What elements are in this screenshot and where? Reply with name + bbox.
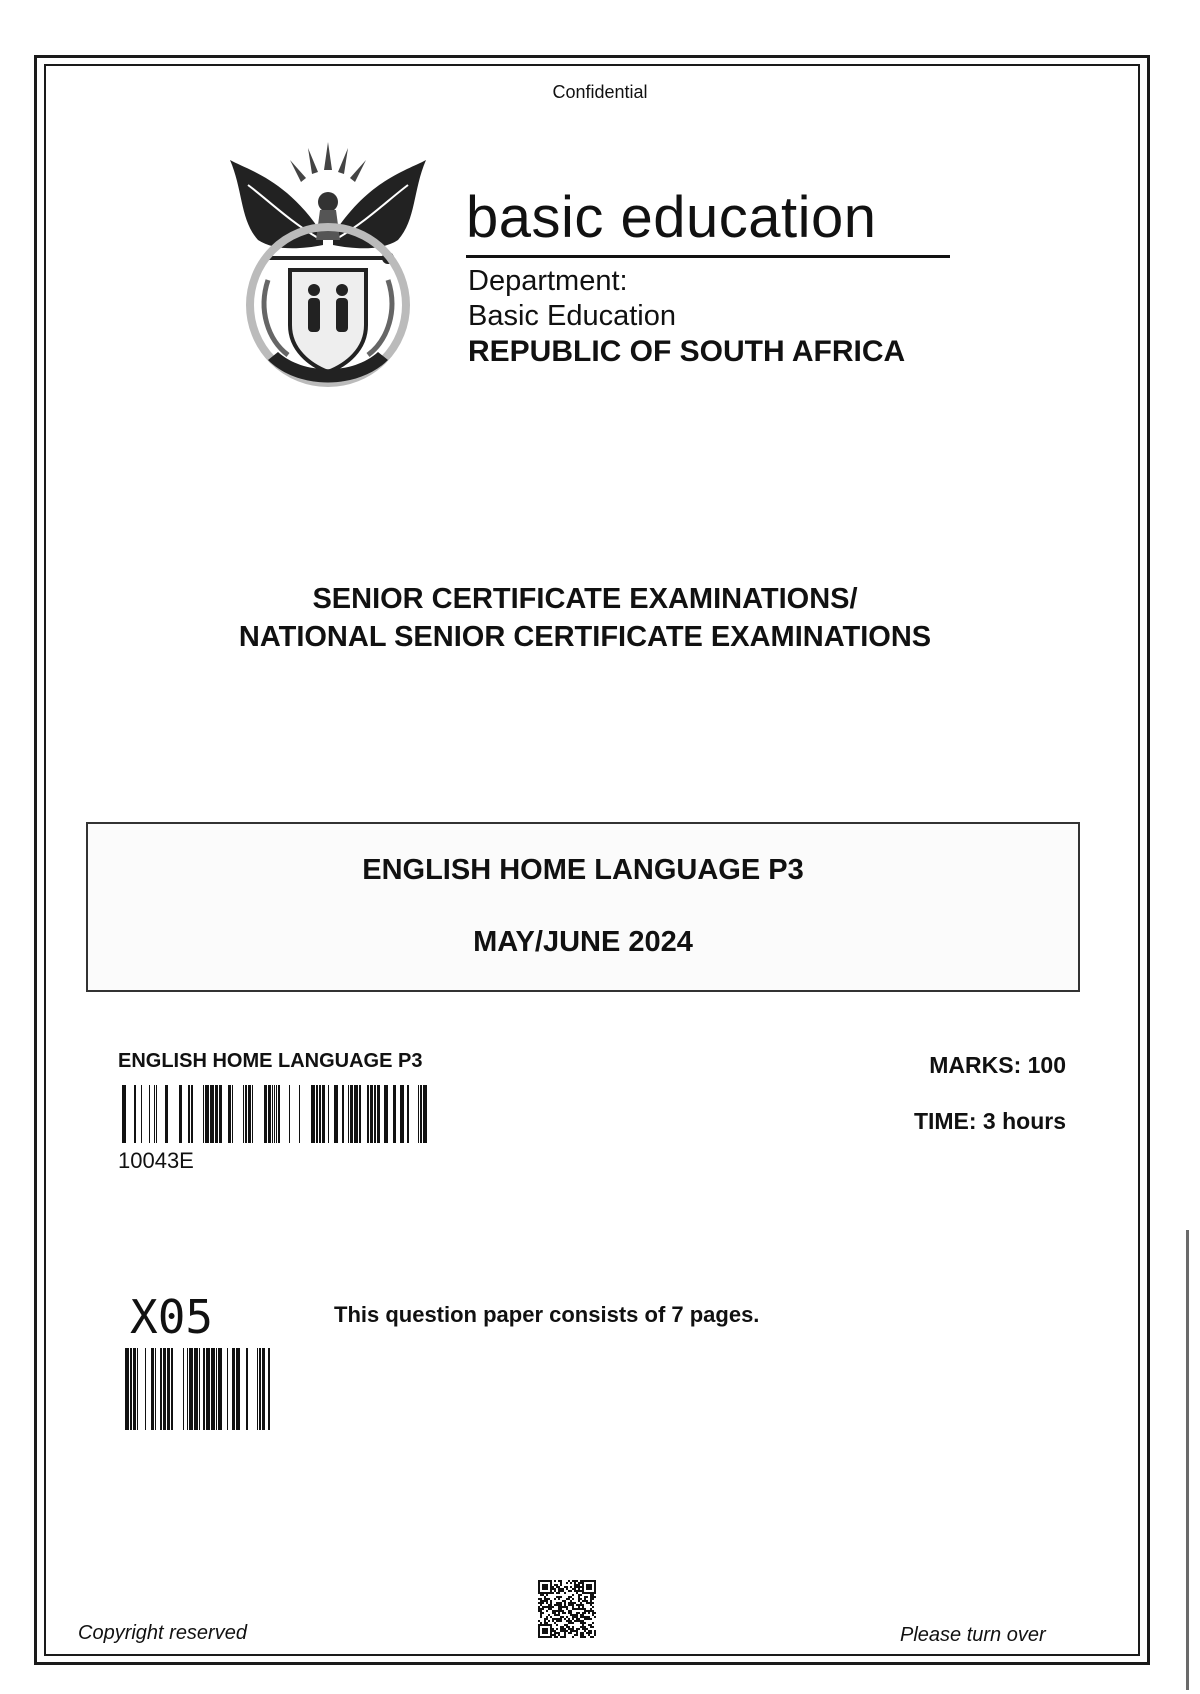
paper-code-label: ENGLISH HOME LANGUAGE P3: [118, 1050, 423, 1072]
time-label: TIME: 3 hours: [913, 1108, 1066, 1134]
brand-underline: [466, 255, 950, 258]
department-block: [468, 264, 905, 369]
exam-title-line-1: SENIOR CERTIFICATE EXAMINATIONS/: [312, 583, 858, 615]
page-count-note: This question paper consists of 7 pages.: [334, 1302, 760, 1327]
qr-code-icon: [538, 1580, 596, 1638]
department-name: Basic Education: [468, 300, 676, 332]
x-code: X05: [130, 1290, 214, 1344]
barcode-icon: [122, 1085, 428, 1143]
copyright-notice: Copyright reserved: [78, 1622, 247, 1644]
scan-edge: [1186, 1230, 1189, 1690]
coat-of-arms-icon: [228, 140, 428, 390]
turn-over-note: Please turn over: [900, 1624, 1046, 1646]
barcode-icon: [118, 1348, 274, 1430]
country-name: REPUBLIC OF SOUTH AFRICA: [468, 335, 906, 368]
paper-code-number: 10043E: [118, 1148, 194, 1173]
exam-session: MAY/JUNE 2024: [473, 926, 693, 958]
subject-title: ENGLISH HOME LANGUAGE P3: [362, 854, 804, 886]
exam-title: [0, 580, 1170, 656]
confidential-label: Confidential: [552, 82, 648, 102]
exam-title-line-2: NATIONAL SENIOR CERTIFICATE EXAMINATIONS: [238, 621, 932, 653]
brand-name: basic education: [466, 185, 877, 250]
marks-label: MARKS: 100: [929, 1052, 1066, 1078]
department-line: Department:: [468, 265, 628, 297]
subject-box: [86, 822, 1080, 992]
